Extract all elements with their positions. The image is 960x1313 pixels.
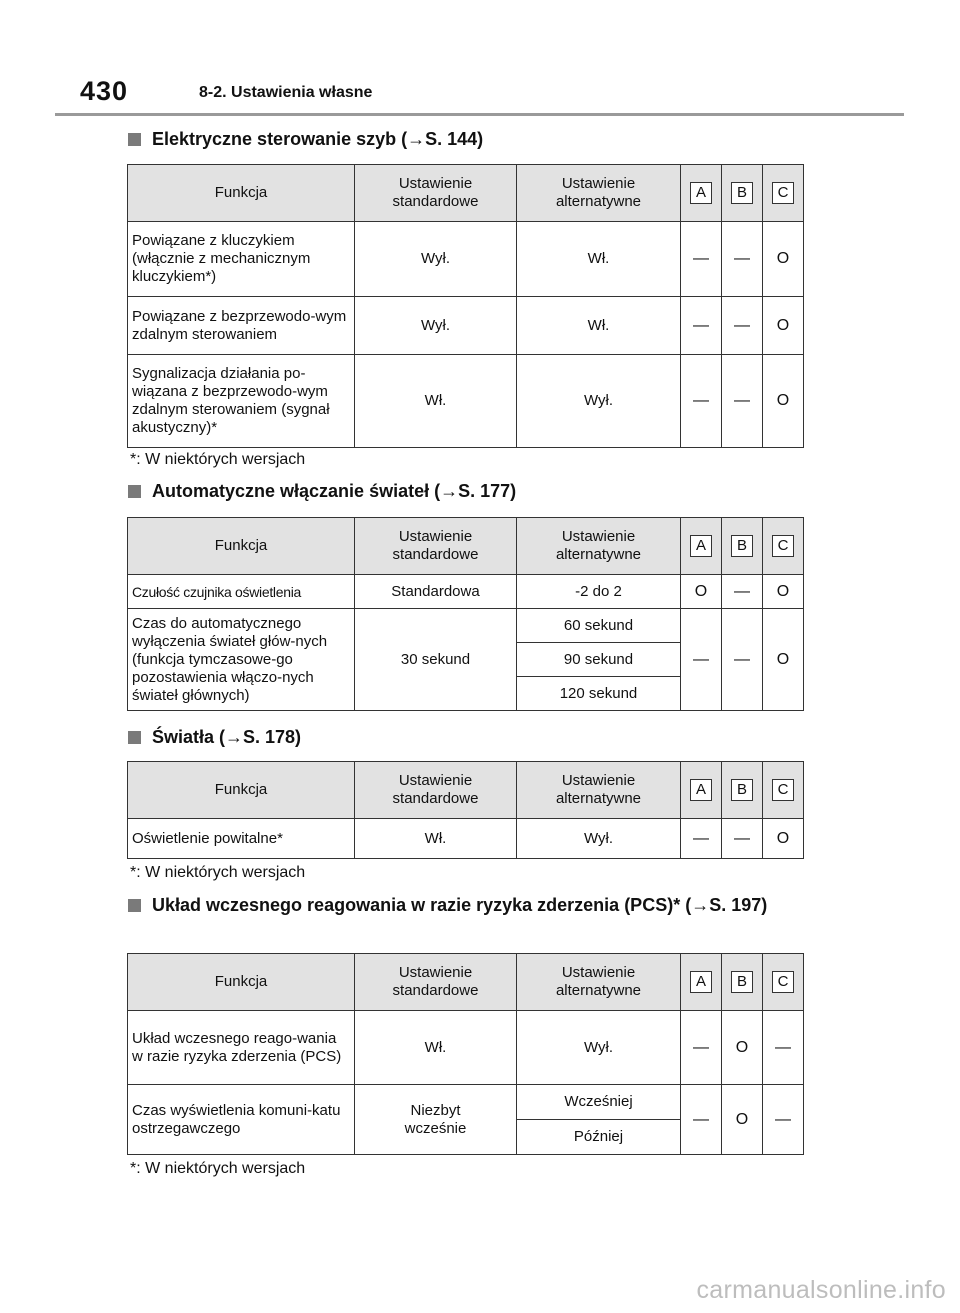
table-header-row — [128, 165, 804, 222]
watermark: carmanualsonline.info — [696, 1276, 946, 1304]
mark-c: — — [763, 1011, 804, 1085]
col-alternative: Ustawienie alternatywne — [517, 165, 681, 222]
table-row — [128, 1085, 804, 1120]
mark-c: O — [763, 355, 804, 448]
section-bullet-icon — [128, 133, 141, 146]
letter-c-icon: C — [772, 971, 794, 993]
table-header-row — [128, 518, 804, 575]
section-title-auto-lights: Automatyczne włączanie świateł (→S. 177) — [128, 478, 808, 504]
col-a — [681, 954, 722, 1011]
section-title-windows: Elektryczne sterowanie szyb (→S. 144) — [128, 126, 808, 152]
letter-a-icon: A — [690, 182, 712, 204]
row-alternative: -2 do 2 — [517, 575, 681, 609]
col-funkcja: Funkcja — [128, 954, 355, 1011]
col-a — [681, 518, 722, 575]
col-standard: Ustawienie standardowe — [355, 954, 517, 1011]
page-number: 430 — [80, 76, 129, 106]
row-alternative: Wył. — [517, 819, 681, 859]
col-b — [722, 518, 763, 575]
row-alternative: Wcześniej — [517, 1085, 681, 1120]
row-alternative: Wł. — [517, 222, 681, 297]
mark-c: O — [763, 297, 804, 355]
row-alternative: 90 sekund — [517, 643, 681, 677]
row-standard: Standardowa — [355, 575, 517, 609]
row-function: Oświetlenie powitalne* — [128, 819, 355, 859]
row-function: Powiązane z bezprzewodo-wym zdalnym sterowaniem — [128, 297, 355, 355]
row-standard: Wł. — [355, 355, 517, 448]
pcs-table — [127, 953, 804, 1155]
page-header — [80, 76, 904, 116]
letter-c-icon: C — [772, 535, 794, 557]
auto-lights-table — [127, 517, 804, 711]
mark-b: — — [722, 355, 763, 448]
col-alternative: Ustawienie alternatywne — [517, 762, 681, 819]
row-function: Czas do automatycznego wyłączenia świateł głów-nych (funkcja tymczasowe-go pozostawienia włączo-nych świateł głównych) — [128, 609, 355, 711]
mark-b: — — [722, 297, 763, 355]
mark-a: — — [681, 609, 722, 711]
letter-c-icon: C — [772, 182, 794, 204]
row-standard: 30 sekund — [355, 609, 517, 711]
row-alternative: 120 sekund — [517, 677, 681, 711]
col-funkcja: Funkcja — [128, 165, 355, 222]
table-row — [128, 1011, 804, 1085]
col-a — [681, 762, 722, 819]
col-standard: Ustawienie standardowe — [355, 762, 517, 819]
mark-a: — — [681, 819, 722, 859]
letter-b-icon: B — [731, 971, 753, 993]
row-standard: Wył. — [355, 222, 517, 297]
mark-c: O — [763, 222, 804, 297]
row-alternative: Wył. — [517, 355, 681, 448]
table-row — [128, 355, 804, 448]
mark-c: O — [763, 609, 804, 711]
footnote: *: W niektórych wersjach — [130, 864, 306, 881]
col-b — [722, 762, 763, 819]
row-function: Powiązane z kluczykiem (włącznie z mechanicznym kluczykiem*) — [128, 222, 355, 297]
col-standard: Ustawienie standardowe — [355, 165, 517, 222]
mark-a: O — [681, 575, 722, 609]
letter-b-icon: B — [731, 779, 753, 801]
row-alternative: Później — [517, 1120, 681, 1155]
section-bullet-icon — [128, 731, 141, 744]
col-a — [681, 165, 722, 222]
power-windows-table — [127, 164, 804, 448]
mark-b: O — [722, 1011, 763, 1085]
row-standard: Niezbyt wcześnie — [355, 1085, 517, 1155]
col-b — [722, 954, 763, 1011]
col-alternative: Ustawienie alternatywne — [517, 954, 681, 1011]
table-row — [128, 297, 804, 355]
mark-c: — — [763, 1085, 804, 1155]
row-standard: Wł. — [355, 1011, 517, 1085]
table-row — [128, 609, 804, 643]
mark-c: O — [763, 575, 804, 609]
letter-a-icon: A — [690, 971, 712, 993]
col-funkcja: Funkcja — [128, 762, 355, 819]
col-c — [763, 954, 804, 1011]
col-standard: Ustawienie standardowe — [355, 518, 517, 575]
row-function: Czułość czujnika oświetlenia — [128, 575, 355, 609]
mark-a: — — [681, 297, 722, 355]
table-header-row — [128, 762, 804, 819]
mark-a: — — [681, 1011, 722, 1085]
mark-a: — — [681, 222, 722, 297]
mark-b: — — [722, 819, 763, 859]
row-standard: Wł. — [355, 819, 517, 859]
footnote: *: W niektórych wersjach — [130, 1160, 306, 1177]
mark-a: — — [681, 1085, 722, 1155]
letter-a-icon: A — [690, 779, 712, 801]
col-alternative: Ustawienie alternatywne — [517, 518, 681, 575]
mark-c: O — [763, 819, 804, 859]
table-row — [128, 819, 804, 859]
section-title-lights: Światła (→S. 178) — [128, 724, 808, 750]
table-row — [128, 222, 804, 297]
mark-b: O — [722, 1085, 763, 1155]
lights-table — [127, 761, 804, 859]
footnote: *: W niektórych wersjach — [130, 451, 306, 468]
row-alternative: Wł. — [517, 297, 681, 355]
letter-b-icon: B — [731, 535, 753, 557]
letter-c-icon: C — [772, 779, 794, 801]
letter-b-icon: B — [731, 182, 753, 204]
row-alternative: Wył. — [517, 1011, 681, 1085]
section-bullet-icon — [128, 485, 141, 498]
col-c — [763, 762, 804, 819]
mark-b: — — [722, 609, 763, 711]
col-c — [763, 518, 804, 575]
row-alternative: 60 sekund — [517, 609, 681, 643]
row-function: Sygnalizacja działania po-wiązana z bezprzewodo-wym zdalnym sterowaniem (sygnał akustyczny)* — [128, 355, 355, 448]
header-rule — [55, 113, 904, 116]
chapter-title: 8-2. Ustawienia własne — [199, 84, 373, 101]
section-title-pcs: Układ wczesnego reagowania w razie ryzyka zderzenia (PCS)* (→S. 197) — [128, 892, 808, 918]
table-header-row — [128, 954, 804, 1011]
table-row — [128, 575, 804, 609]
col-funkcja: Funkcja — [128, 518, 355, 575]
mark-a: — — [681, 355, 722, 448]
row-standard: Wył. — [355, 297, 517, 355]
letter-a-icon: A — [690, 535, 712, 557]
row-function: Układ wczesnego reago-wania w razie ryzyka zderzenia (PCS) — [128, 1011, 355, 1085]
row-function: Czas wyświetlenia komuni-katu ostrzegawczego — [128, 1085, 355, 1155]
col-c — [763, 165, 804, 222]
mark-b: — — [722, 222, 763, 297]
mark-b: — — [722, 575, 763, 609]
col-b — [722, 165, 763, 222]
section-bullet-icon — [128, 899, 141, 912]
